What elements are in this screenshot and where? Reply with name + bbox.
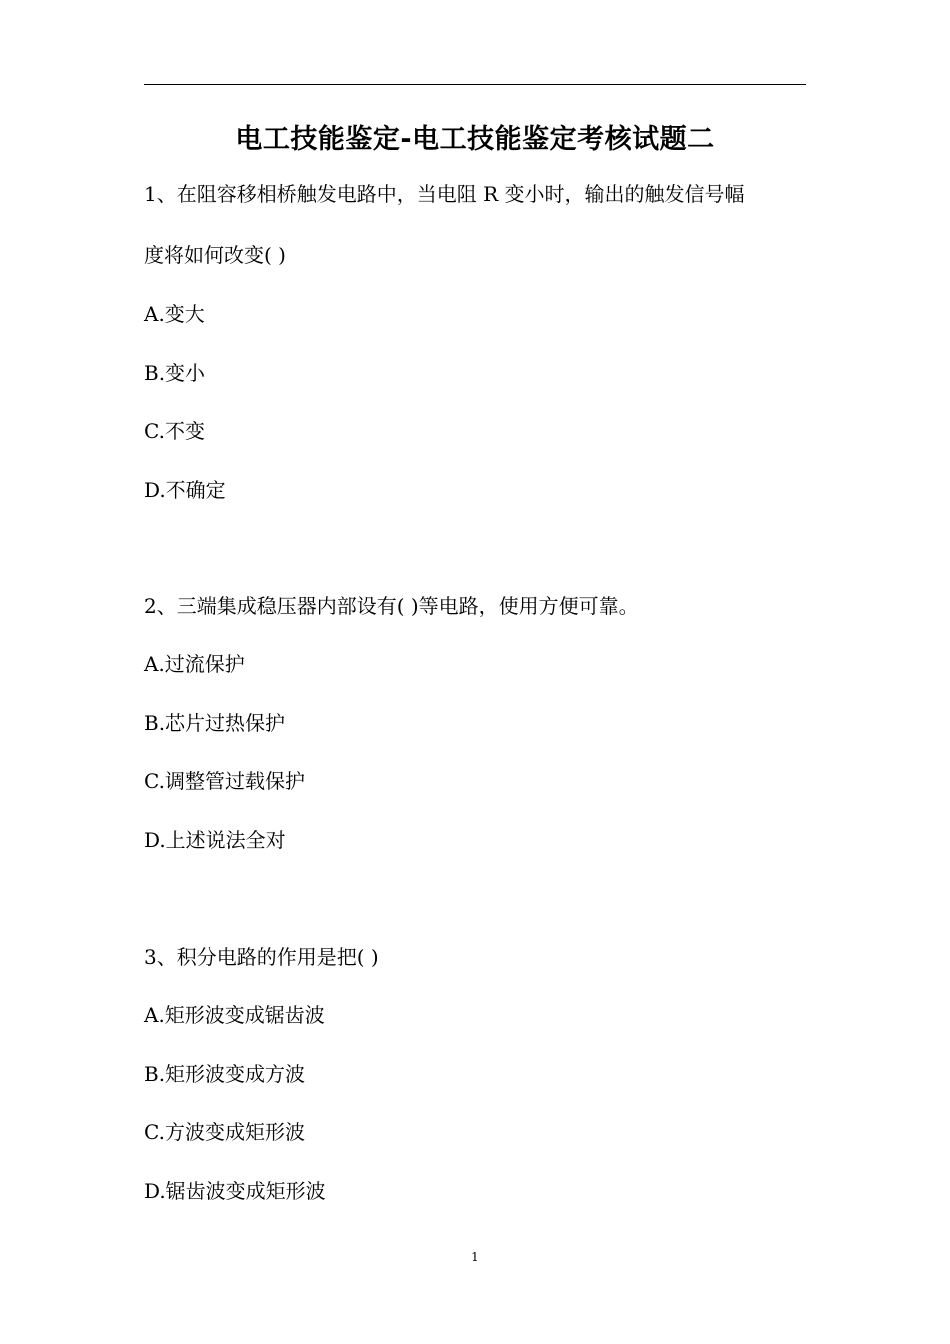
question-1-option-a: A.变大 <box>144 302 205 326</box>
question-3-option-d: D.锯齿波变成矩形波 <box>144 1179 326 1203</box>
question-2-option-d: D.上述说法全对 <box>144 828 286 852</box>
question-3-option-b: B.矩形波变成方波 <box>144 1062 306 1086</box>
question-2-text-line-1: 2、三端集成稳压器内部设有( )等电路，使用方便可靠。 <box>144 594 639 618</box>
document-title: 电工技能鉴定-电工技能鉴定考核试题二 <box>235 124 715 155</box>
question-2-option-c: C.调整管过载保护 <box>144 769 305 793</box>
header-rule <box>144 84 806 85</box>
question-1-option-d: D.不确定 <box>144 478 226 502</box>
question-1-option-b: B.变小 <box>144 361 206 385</box>
question-3-option-a: A.矩形波变成锯齿波 <box>144 1003 325 1027</box>
question-3-option-c: C.方波变成矩形波 <box>144 1120 305 1144</box>
page-number: 1 <box>471 1250 479 1264</box>
question-1-option-c: C.不变 <box>144 419 205 443</box>
question-1-text-line-1: 1、在阻容移相桥触发电路中，当电阻 R 变小时，输出的触发信号幅 <box>144 182 745 206</box>
question-2-option-a: A.过流保护 <box>144 652 245 676</box>
question-3-text-line-1: 3、积分电路的作用是把( ) <box>144 945 379 969</box>
question-1-text-line-2: 度将如何改变( ) <box>144 243 286 267</box>
question-2-option-b: B.芯片过热保护 <box>144 711 286 735</box>
